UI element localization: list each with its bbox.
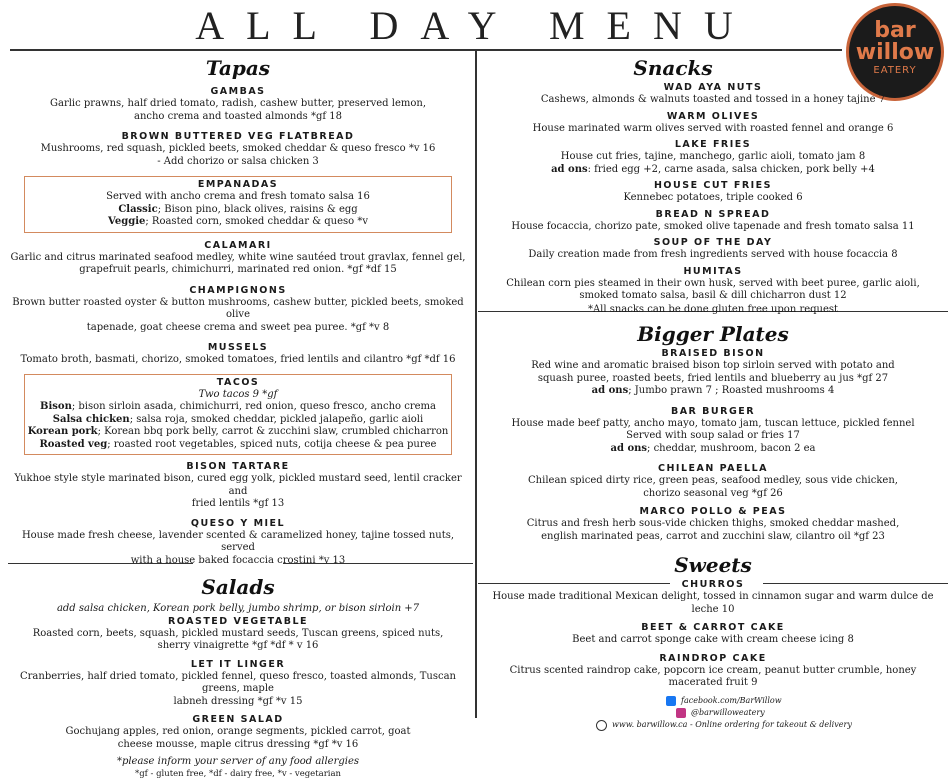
option-text: ; bison sirloin asada, chimichurri, red onion, queso fresco, ancho crema bbox=[71, 401, 436, 412]
footer bbox=[600, 695, 852, 731]
center-divider bbox=[475, 50, 477, 718]
tapas-heading: Tapas bbox=[205, 56, 271, 80]
addon-label: ad ons bbox=[610, 442, 648, 454]
item-name: BROWN BUTTERED VEG FLATBREAD bbox=[121, 131, 355, 142]
option-label: Veggie bbox=[108, 216, 146, 227]
logo-line-2: willow bbox=[855, 40, 935, 65]
item-desc: Roasted corn, beets, squash, pickled mustard seeds, Tuscan greens, spiced nuts, bbox=[32, 627, 444, 639]
addon-label: ad ons bbox=[591, 385, 629, 396]
globe-icon bbox=[596, 720, 607, 731]
item-name: BEET & CARROT CAKE bbox=[641, 622, 785, 633]
warm-olives-item bbox=[482, 111, 944, 136]
item-name: GREEN SALAD bbox=[192, 714, 284, 725]
item-desc: squash puree, roasted beets, fried lentils and blueberry au jus *gf 27 bbox=[537, 372, 889, 384]
item-name: BRAISED BISON bbox=[661, 348, 765, 359]
bread-n-spread-item bbox=[482, 209, 944, 234]
facebook-link[interactable]: facebook.com/BarWillow bbox=[681, 696, 782, 705]
item-desc: House marinated warm olives served with roasted fennel and orange 6 bbox=[532, 122, 894, 134]
item-name: MUSSELS bbox=[207, 342, 269, 353]
option-text: ; Bison pino, black olives, raisins & egg bbox=[157, 203, 358, 215]
item-desc: Yukhoe style style marinated bison, cured egg yolk, pickled mustard seed, lentil cracker and bbox=[14, 473, 462, 497]
item-desc: House made traditional Mexican delight, tossed in cinnamon sugar and warm dulce de leche 10 bbox=[492, 591, 934, 615]
allergy-note: *please inform your server of any food allergies bbox=[116, 756, 360, 767]
item-desc: Brown butter roasted oyster & button mushrooms, cashew butter, pickled beets, smoked olive bbox=[12, 296, 464, 320]
item-desc: grapefruit pearls, chimichurri, marinated red onion. *gf *df 15 bbox=[79, 264, 397, 275]
item-name: EMPANADAS bbox=[197, 179, 279, 190]
top-rule bbox=[10, 49, 842, 51]
item-desc: House made beef patty, ancho mayo, tomato jam, tuscan lettuce, pickled fennel bbox=[511, 417, 915, 429]
item-desc: chorizo seasonal veg *gf 26 bbox=[643, 487, 783, 499]
item-desc: Mushrooms, red squash, pickled beets, smoked cheddar & queso fresco *v 16 bbox=[40, 143, 436, 154]
item-desc: Served with soup salad or fries 17 bbox=[626, 430, 800, 441]
item-name: CHAMPIGNONS bbox=[189, 284, 287, 296]
green-salad-item bbox=[6, 714, 470, 751]
bigger-plates-heading: Bigger Plates bbox=[637, 322, 789, 346]
braised-bison-item bbox=[482, 348, 944, 398]
item-desc: with a house baked focaccia crostini *v 13 bbox=[130, 554, 346, 566]
item-desc: Cashews, almonds & walnuts toasted and tossed in a honey tajine 7 bbox=[540, 94, 886, 105]
option-label: Salsa chicken bbox=[52, 413, 130, 425]
item-desc: Chilean spiced dirty rice, green peas, seafood medley, sous vide chicken, bbox=[528, 475, 898, 486]
item-name: LET IT LINGER bbox=[190, 658, 286, 670]
item-name: CHILEAN PAELLA bbox=[657, 463, 768, 474]
option-text: ; Korean bbq pork belly, carrot & zucchini slaw, crumbled chicharron bbox=[97, 426, 449, 437]
lake-fries-item bbox=[482, 139, 944, 176]
logo-line-3: EATERY bbox=[873, 65, 917, 76]
item-desc: Chilean corn pies steamed in their own husk, served with beet puree, garlic aioli, bbox=[506, 277, 920, 289]
item-desc: labneh dressing *gf *v 15 bbox=[173, 695, 303, 707]
right-column bbox=[482, 56, 944, 690]
tartare-item bbox=[6, 461, 470, 511]
item-name: MARCO POLLO & PEAS bbox=[639, 506, 787, 517]
empanadas-item bbox=[24, 176, 452, 233]
website-link[interactable]: www. barwillow.ca - Online ordering for takeout & delivery bbox=[612, 720, 852, 729]
diet-legend: *gf - gluten free, *df - dairy free, *v - vegetarian bbox=[134, 768, 342, 779]
calamari-item bbox=[6, 240, 470, 277]
option-label: Classic bbox=[118, 203, 158, 215]
facebook-icon bbox=[666, 696, 676, 706]
item-desc: House focaccia, chorizo pate, smoked olive tapenade and fresh tomato salsa 11 bbox=[511, 220, 915, 232]
item-name: ROASTED VEGETABLE bbox=[167, 615, 308, 627]
item-name: SOUP OF THE DAY bbox=[653, 237, 773, 248]
item-name: CHURROS bbox=[681, 579, 745, 590]
sweets-heading: Sweets bbox=[674, 553, 752, 577]
menu-title: ALL DAY MENU bbox=[195, 3, 755, 48]
item-name: HOUSE CUT FRIES bbox=[653, 180, 773, 191]
item-desc: smoked tomato salsa, basil & dill chicharron dust 12 bbox=[579, 290, 847, 301]
item-desc: sherry vinaigrette *gf *df * v 16 bbox=[157, 640, 319, 651]
left-column bbox=[6, 56, 470, 780]
option-text: ; roasted root vegetables, spiced nuts, cotija cheese & pea puree bbox=[107, 438, 437, 450]
item-desc: Tomato broth, basmati, chorizo, smoked tomatoes, fried lentils and cilantro *gf *df 16 bbox=[20, 354, 456, 365]
item-name: RAINDROP CAKE bbox=[659, 652, 767, 664]
item-desc: - Add chorizo or salsa chicken 3 bbox=[157, 155, 319, 167]
let-it-linger-item bbox=[6, 659, 470, 709]
item-desc: Citrus scented raindrop cake, popcorn ice cream, peanut butter crumble, honey macerated fruit 9 bbox=[509, 664, 917, 688]
addon-text: : fried egg +2, carne asada, salsa chicken, pork belly +4 bbox=[587, 163, 875, 175]
item-desc: House made fresh cheese, lavender scented & caramelized honey, tajine tossed nuts, served bbox=[21, 529, 455, 553]
gambas-item bbox=[6, 86, 470, 123]
item-name: BREAD N SPREAD bbox=[655, 208, 771, 220]
tacos-item bbox=[24, 374, 452, 456]
item-desc: Red wine and aromatic braised bison top sirloin served with potato and bbox=[531, 360, 895, 371]
bar-burger-item bbox=[482, 406, 944, 456]
item-desc: english marinated peas, carrot and zucchini slaw, cilantro oil *gf 23 bbox=[541, 530, 885, 542]
option-label: Korean pork bbox=[27, 426, 98, 437]
item-name: QUESO Y MIEL bbox=[190, 517, 286, 529]
humitas-item bbox=[482, 266, 944, 303]
mussels-item bbox=[6, 342, 470, 367]
option-text: ; salsa roja, smoked cheddar, pickled jalapeño, garlic aioli bbox=[129, 413, 424, 425]
instagram-icon bbox=[676, 708, 686, 718]
item-desc: cheese mousse, maple citrus dressing *gf *v 16 bbox=[117, 738, 359, 750]
addon-text: ; cheddar, mushroom, bacon 2 ea bbox=[647, 442, 816, 454]
item-name: WARM OLIVES bbox=[666, 110, 760, 122]
item-name: CALAMARI bbox=[204, 239, 272, 251]
flatbread-item bbox=[6, 131, 470, 168]
snacks-heading: Snacks bbox=[633, 56, 713, 80]
beet-carrot-cake-item bbox=[482, 622, 944, 647]
item-desc: ancho crema and toasted almonds *gf 18 bbox=[133, 110, 343, 122]
item-desc: Garlic and citrus marinated seafood medley, white wine sautéed trout gravlax, fennel gel, bbox=[10, 251, 466, 263]
item-desc: Citrus and fresh herb sous-vide chicken thighs, smoked cheddar mashed, bbox=[526, 518, 900, 529]
item-desc: Garlic prawns, half dried tomato, radish, cashew butter, preserved lemon, bbox=[50, 98, 426, 109]
item-desc: fried lentils *gf 13 bbox=[191, 498, 285, 509]
marco-pollo-item bbox=[482, 506, 944, 543]
option-label: Bison bbox=[40, 401, 72, 412]
item-desc: Cranberries, half dried tomato, pickled fennel, queso fresco, toasted almonds, Tuscan greens, maple bbox=[20, 670, 456, 694]
item-name: BISON TARTARE bbox=[186, 461, 290, 472]
item-name: WAD AYA NUTS bbox=[663, 82, 763, 93]
addon-text: ; Jumbo prawn 7 ; Roasted mushrooms 4 bbox=[628, 385, 835, 396]
option-text: ; Roasted corn, smoked cheddar & queso *v bbox=[145, 216, 368, 227]
item-name: TACOS bbox=[216, 376, 260, 388]
item-desc: House cut fries, tajine, manchego, garlic aioli, tomato jam 8 bbox=[560, 151, 866, 162]
logo-line-1: bar bbox=[874, 18, 916, 43]
champignons-item bbox=[6, 285, 470, 335]
chilean-paella-item bbox=[482, 463, 944, 500]
snacks-note: *All snacks can be done gluten free upon request bbox=[587, 303, 839, 315]
item-desc: Two tacos 9 *gf bbox=[198, 388, 278, 400]
addon-label: ad ons bbox=[551, 163, 588, 175]
queso-item bbox=[6, 518, 470, 568]
item-name: LAKE FRIES bbox=[674, 139, 752, 150]
salads-addon: add salsa chicken, Korean pork belly, jumbo shrimp, or bison sirloin +7 bbox=[56, 603, 420, 614]
instagram-handle[interactable]: @barwilloweatery bbox=[691, 708, 765, 717]
item-name: GAMBAS bbox=[210, 86, 266, 97]
house-cut-fries-item bbox=[482, 180, 944, 205]
item-desc: Gochujang apples, red onion, orange segments, pickled carrot, goat bbox=[65, 726, 411, 737]
item-name: HUMITAS bbox=[683, 265, 743, 277]
item-desc: Kennebec potatoes, triple cooked 6 bbox=[623, 192, 803, 203]
salads-heading: Salads bbox=[201, 575, 275, 599]
option-label: Roasted veg bbox=[39, 438, 108, 450]
churros-item bbox=[482, 579, 944, 616]
roasted-vegetable-item bbox=[6, 616, 470, 653]
raindrop-cake-item bbox=[482, 653, 944, 690]
item-desc: Beet and carrot sponge cake with cream cheese icing 8 bbox=[572, 634, 854, 645]
item-name: BAR BURGER bbox=[670, 405, 756, 417]
item-desc: tapenade, goat cheese crema and sweet pea puree. *gf *v 8 bbox=[86, 321, 390, 333]
item-desc: Served with ancho crema and fresh tomato salsa 16 bbox=[106, 191, 370, 202]
item-desc: Daily creation made from fresh ingredients served with house focaccia 8 bbox=[528, 249, 898, 260]
wad-aya-nuts-item bbox=[482, 82, 944, 107]
soup-item bbox=[482, 237, 944, 262]
